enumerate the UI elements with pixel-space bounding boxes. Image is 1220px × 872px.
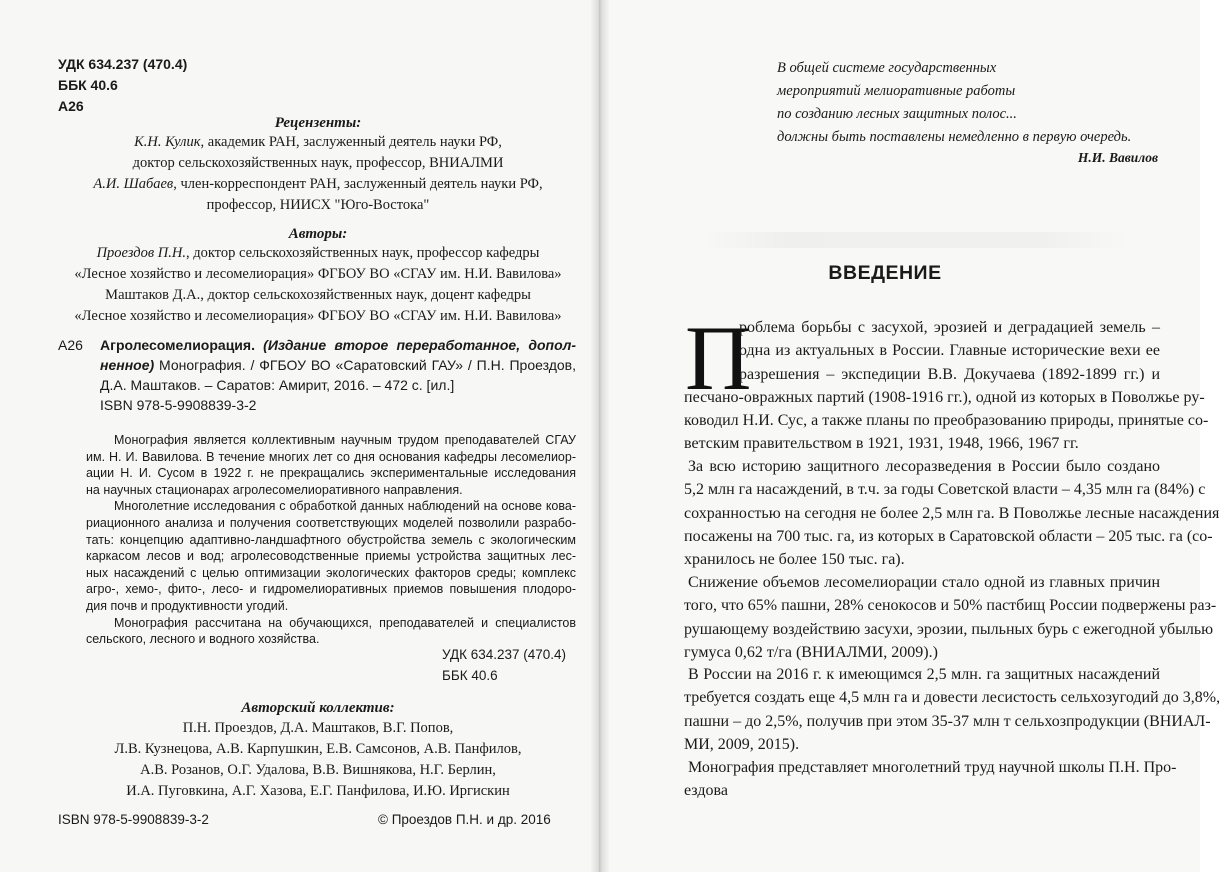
reviewer-2-name: А.И. Шабаев xyxy=(93,176,174,192)
author-1-line-2: «Лесное хозяйство и лесомелиорация» ФГБОУ ВО «СГАУ им. Н.И. Вавилова» xyxy=(74,266,562,282)
book-title: Агролесомелиорация. xyxy=(100,337,255,353)
paragraph-line: В России на 2016 г. к имеющимся 2,5 млн. га защитных насаждений xyxy=(688,666,1160,683)
book-gutter-shadow xyxy=(590,0,610,872)
index-bbk: ББК 40.6 xyxy=(442,668,498,683)
author-1-line-1 xyxy=(60,243,576,264)
collective-line: Л.В. Кузнецова, А.В. Карпушкин, Е.В. Самсонов, А.В. Панфилов, xyxy=(114,741,522,757)
annotation-line: им. Н. И. Вавилова. В течение многих лет со дня основания кафедры лесомелиор- xyxy=(86,449,576,464)
paragraph-3 xyxy=(684,571,1217,664)
annotation-line: тать: концепцию адаптивно-ландшафтного обустройства земель с экологическим xyxy=(86,532,576,547)
biblio-line-1 xyxy=(58,335,576,355)
paragraph-line: 5,2 млн га насаждений, в т.ч. за годы Советской власти – 4,35 млн га (84%) с xyxy=(684,481,1206,499)
paragraph-line: Монография представляет многолетний труд научной школы П.Н. Про- xyxy=(688,759,1177,776)
paragraph-1 xyxy=(684,316,1209,456)
paragraph-line: сохранностью на сегодня не более 2,5 млн га. В Поволжье лесные насаждения xyxy=(684,504,1220,522)
annotation-line: агро-, хемо-, фито-, лесо- и гидромелиоративных приемов повышения плодоро- xyxy=(86,582,576,597)
annotation-line: ации Н. И. Сусом в 1922 г. не прекращались экспериментальные исследования xyxy=(86,466,576,481)
book-spine-line xyxy=(599,0,600,872)
edition-note: (Издание второе переработанное, допол- xyxy=(254,337,576,353)
drop-cap: П xyxy=(685,307,752,409)
authors-list xyxy=(60,243,576,327)
footer-isbn: ISBN 978-5-9908839-3-2 xyxy=(58,812,209,827)
paragraph-line: песчано-овражных партий (1908-1916 гг.), одной из которых в Поволжье ру- xyxy=(684,388,1205,406)
paragraph-line: ководил Н.И. Сус, а также планы по преобразованию природы, принятые со- xyxy=(684,412,1209,430)
reviewer-1-line-2: доктор сельскохозяйственных наук, профессор, ВНИАЛМИ xyxy=(132,155,504,171)
epigraph-line: В общей системе государственных xyxy=(777,60,997,76)
author-2-line-1: Маштаков Д.А., доктор сельскохозяйственных наук, доцент кафедры xyxy=(105,287,531,303)
paragraph-line: ездова xyxy=(684,782,728,800)
paragraph-line: того, что 65% пашни, 28% сенокосов и 50% пастбищ России подвержены раз- xyxy=(684,597,1217,615)
reviewer-2-line-1 xyxy=(60,174,576,195)
reviewer-1-name: К.Н. Кулик xyxy=(134,134,201,150)
chapter-title: ВВЕДЕНИЕ xyxy=(828,262,942,284)
paragraph-line: рушающему воздействию засухи, эрозии, пыльных бурь с ежегодной убылью xyxy=(684,620,1214,638)
annotation xyxy=(86,432,576,648)
reviewer-1-line-1 xyxy=(60,132,576,153)
paragraph-4 xyxy=(684,663,1220,756)
paragraph-line: посажены на 700 тыс. га, из которых в Саратовской области – 205 тыс. га (со- xyxy=(684,527,1213,545)
paragraph-line: разрешения – экспедиции В.В. Докучаева (1892-1899 гг.) и xyxy=(739,365,1160,383)
annotation-line: Монография является коллективным научным трудом преподавателей СГАУ xyxy=(114,433,576,447)
reviewer-2-line-2: профессор, НИИСХ "Юго-Востока" xyxy=(206,197,430,213)
paragraph-line: одна из актуальных в России. Главные исторические вехи ее xyxy=(739,342,1160,360)
annotation-line: сельского, лесного и водного хозяйства. xyxy=(86,632,320,647)
paragraph-line: МИ, 2009, 2015). xyxy=(684,735,800,753)
reviewers-heading: Рецензенты: xyxy=(274,115,362,131)
biblio-line-3 xyxy=(58,375,576,395)
epigraph-line: мероприятий мелиоративные работы xyxy=(777,83,1016,99)
biblio-code: А26 xyxy=(58,337,83,353)
show-through-shadow xyxy=(700,232,1130,248)
annotation-line: каркасом лесов и вод; агролесоводственные приемы устройства защитных лес- xyxy=(86,549,576,564)
paragraph-line: требуется создать еще 4,5 млн га и довести лесистость сельхозугодий до 3,8%, xyxy=(684,689,1220,707)
biblio-imprint: Д.А. Маштаков. – Саратов: Амирит, 2016. – 472 с. [ил.] xyxy=(100,377,455,393)
authors-heading: Авторы: xyxy=(288,226,348,242)
author-mark: А26 xyxy=(58,98,84,114)
collective-line: П.Н. Проездов, Д.А. Маштаков, В.Г. Попов, xyxy=(182,720,454,736)
bibliographic-record xyxy=(58,335,576,415)
author-1-title: , доктор сельскохозяйственных наук, профессор кафедры xyxy=(185,245,540,261)
epigraph-author: Н.И. Вавилов xyxy=(1077,150,1158,165)
index-codes xyxy=(442,644,566,686)
paragraph-line: пашни – до 2,5%, получив при этом 35-37 млн т сельхозпродукции (ВНИАЛ- xyxy=(684,712,1211,730)
reviewer-2-title: , член-корреспондент РАН, заслуженный деятель науки РФ, xyxy=(173,176,543,192)
biblio-title-line xyxy=(100,335,576,355)
annotation-line: Многолетние исследования с обработкой данных наблюдений на основе кова- xyxy=(114,499,576,514)
author-2-line-2: «Лесное хозяйство и лесомелиорация» ФГБОУ ВО «СГАУ им. Н.И. Вавилова» xyxy=(74,308,562,324)
paragraph-line: хранилось не более 150 тыс. га). xyxy=(684,551,905,569)
reviewers-list xyxy=(60,132,576,216)
reviewer-1-title: , академик РАН, заслуженный деятель науки РФ, xyxy=(200,134,502,150)
collective-heading: Авторский коллектив: xyxy=(241,700,395,716)
paragraph-line: ветским правительством в 1921, 1931, 1948, 1966, 1967 гг. xyxy=(684,435,1079,453)
paragraph-line: За всю историю защитного лесоразведения в России было создано xyxy=(688,458,1160,475)
collective-list xyxy=(60,718,576,802)
annotation-line: риационного анализа и получения соответствующих моделей позволили разрабо- xyxy=(86,515,576,530)
epigraph xyxy=(777,57,1131,149)
collective-line: А.В. Розанов, О.Г. Удалова, В.В. Вишнякова, Н.Г. Берлин, xyxy=(140,762,496,778)
index-udk: УДК 634.237 (470.4) xyxy=(442,647,567,662)
edition-note-end: ненное) xyxy=(100,357,155,373)
udk-code: УДК 634.237 (470.4) xyxy=(58,56,188,72)
author-1-name: Проездов П.Н. xyxy=(96,245,186,261)
annotation-line: на научных стационарах агролесомелиоративного направления. xyxy=(86,482,463,497)
collective-line: И.А. Пуговкина, А.Г. Хазова, Е.Г. Панфилова, И.Ю. Иргискин xyxy=(126,783,510,799)
biblio-line-2-text xyxy=(100,355,576,375)
paragraph-line: гумуса 0,62 т/га (ВНИАЛМИ, 2009).) xyxy=(684,643,938,661)
classification-block xyxy=(58,54,187,117)
biblio-isbn: ISBN 978-5-9908839-3-2 xyxy=(100,397,257,413)
biblio-line-2 xyxy=(58,355,576,375)
epigraph-line: по созданию лесных защитных полос... xyxy=(777,106,1017,122)
biblio-publisher: Монография. / ФГБОУ ВО «Саратовский ГАУ» / П.Н. Проездов, xyxy=(154,357,576,373)
paragraph-2 xyxy=(684,455,1220,571)
epigraph-line: должны быть поставлены немедленно в первую очередь. xyxy=(777,129,1132,145)
paragraph-5 xyxy=(684,756,1177,803)
paragraph-line: Снижение объемов лесомелиорации стало одной из главных причин xyxy=(688,574,1160,591)
annotation-line: дия почв и продуктивности угодий. xyxy=(86,598,289,613)
paragraph-line: роблема борьбы с засухой, эрозией и деградацией земель – xyxy=(739,319,1160,336)
annotation-line: ных насаждений с целью оптимизации экологических факторов среды; комплекс xyxy=(86,565,576,580)
bbk-code: ББК 40.6 xyxy=(58,77,118,93)
footer-copyright: © Проездов П.Н. и др. 2016 xyxy=(378,812,551,827)
annotation-line: Монография рассчитана на обучающихся, преподавателей и специалистов xyxy=(114,615,576,630)
biblio-line-4 xyxy=(58,395,576,415)
